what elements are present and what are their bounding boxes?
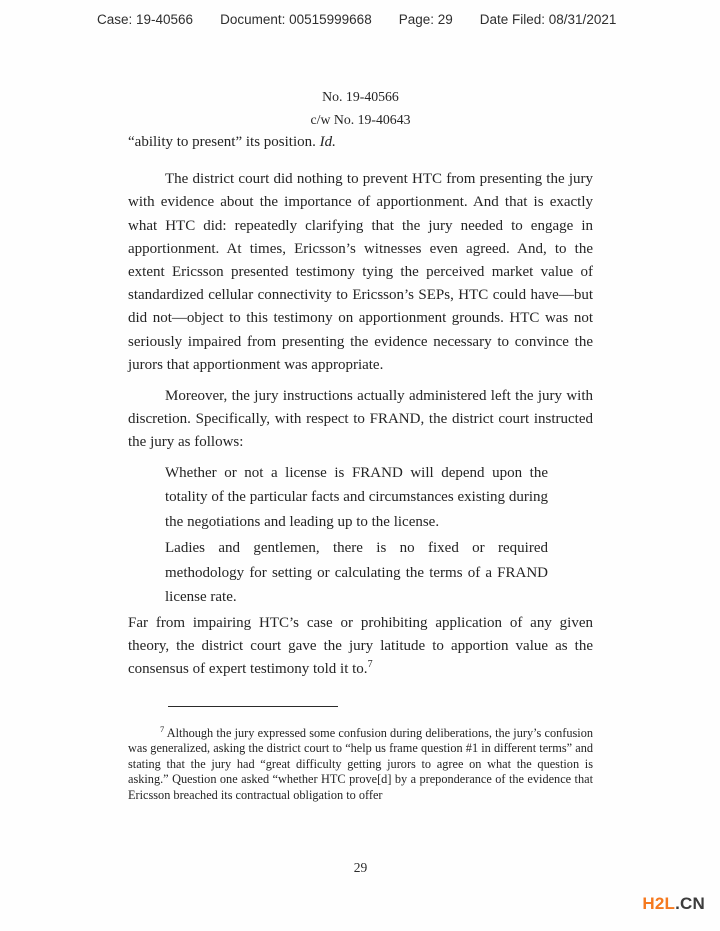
footnote-7-text: Although the jury expressed some confusion during deliberations, the jury’s confusion was generalized, asking the district court to “help us frame question #1 in different terms” and stating that the jury had “great difficulty getting jurors to agree on what the question is asking.” Question one asked “whether HTC prove[d] by a preponderance of the evidence that Ericsson breached its contractual obligation to offer (128, 726, 593, 802)
stamp-case-number: Case: 19-40566 (97, 12, 194, 27)
efile-stamp-header (97, 12, 616, 27)
paragraph-apportionment: The district court did nothing to prevent HTC from presenting the jury with evidence about the importance of apportionment. And that is exactly what HTC did: repeatedly clarifying that the jury needed to engage in apportionment. At times, Ericsson’s witnesses even agreed. And, to the extent Ericsson presented testimony tying the perceived market value of standardized cellular connectivity to Ericsson’s SEPs, HTC could have—but did not—object to this testimony on apportionment grounds. HTC was not seriously impaired from presenting the evidence necessary to convince the jurors that apportionment was appropriate. (128, 171, 593, 373)
caption-case-number: No. 19-40566 (322, 89, 399, 104)
page-number: 29 (353, 860, 368, 875)
case-caption (128, 85, 593, 131)
site-watermark (642, 894, 705, 914)
footnote-7-marker: 7 (160, 723, 165, 734)
footnote-7 (128, 723, 593, 803)
caption-consolidated-number: c/w No. 19-40643 (310, 112, 411, 127)
blockquote-frand-totality: Whether or not a license is FRAND will depend upon the totality of the particular facts and circumstances existing during the negotiations and leading up to the license. (165, 464, 548, 530)
footnote-reference-7: 7 (367, 659, 373, 671)
watermark-tld: .CN (675, 894, 705, 913)
paragraph-conclusion (128, 612, 593, 682)
footnote-separator-rule (168, 706, 338, 707)
paragraph-jury-instructions: Moreover, the jury instructions actually administered left the jury with discretion. Specifically, with respect to FRAND, the district court instructed the jury as follows: (128, 388, 593, 451)
paragraph-conclusion-text: Far from impairing HTC’s case or prohibiting application of any given theory, the district court gave the jury latitude to apportion value as the consensus of expert testimony told it to. (128, 614, 593, 678)
paragraph-continuation (128, 131, 593, 154)
blockquote-no-methodology: Ladies and gentlemen, there is no fixed or required methodology for setting or calculating the terms of a FRAND license rate. (165, 540, 548, 606)
brief-body (128, 131, 593, 681)
paragraph-continuation-text: “ability to present” its position. (128, 134, 320, 150)
citation-id: Id. (319, 134, 336, 150)
watermark-brand: H2L (642, 894, 676, 913)
stamp-date-filed: Date Filed: 08/31/2021 (479, 12, 617, 27)
stamp-document-number: Document: 00515999668 (220, 12, 372, 27)
stamp-page-number: Page: 29 (398, 12, 453, 27)
